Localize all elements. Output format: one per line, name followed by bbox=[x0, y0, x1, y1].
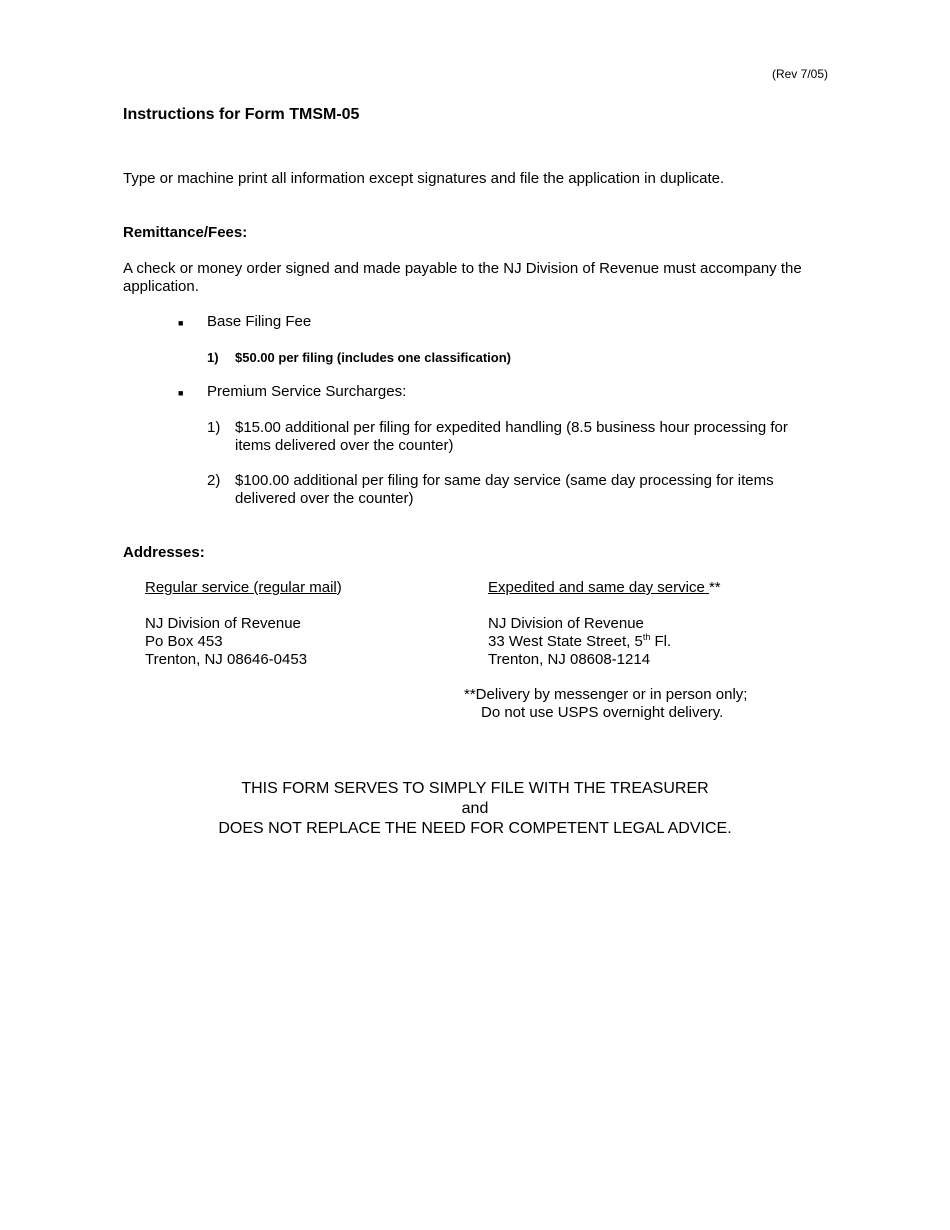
expedited-address-line2-pre: 33 West State Street, 5 bbox=[488, 633, 643, 650]
disclaimer-line2: and bbox=[461, 800, 489, 817]
expedited-address-line3: Trenton, NJ 08608-1214 bbox=[488, 651, 651, 668]
base-fee-label: Base Filing Fee bbox=[207, 313, 312, 330]
revision-label: (Rev 7/05) bbox=[771, 67, 828, 81]
intro-text: Type or machine print all information except signatures and file the application in duplicate. bbox=[123, 170, 725, 187]
bullet-square-icon: ■ bbox=[178, 388, 184, 398]
regular-service-heading-suffix: ) bbox=[336, 579, 342, 596]
expedited-service-heading-text: Expedited and same day service bbox=[488, 579, 709, 596]
remittance-heading: Remittance/Fees: bbox=[123, 224, 248, 241]
surcharge-item-number: 1) bbox=[207, 419, 221, 436]
surcharge-item-text: $100.00 additional per filing for same day service (same day processing for items delivered over the counter) bbox=[235, 472, 774, 507]
surcharges-label: Premium Service Surcharges: bbox=[207, 383, 407, 400]
disclaimer-line3: DOES NOT REPLACE THE NEED FOR COMPETENT LEGAL ADVICE. bbox=[218, 820, 732, 837]
base-fee-item-number: 1) bbox=[207, 350, 219, 365]
base-fee-item-text: $50.00 per filing (includes one classification) bbox=[235, 350, 511, 365]
remittance-text: A check or money order signed and made payable to the NJ Division of Revenue must accompany the application. bbox=[123, 260, 802, 295]
regular-service-heading bbox=[145, 579, 342, 597]
bullet-square-icon: ■ bbox=[178, 318, 184, 328]
regular-address-line2: Po Box 453 bbox=[145, 633, 223, 650]
expedited-address-line1: NJ Division of Revenue bbox=[488, 615, 644, 632]
delivery-note-line1: **Delivery by messenger or in person only; bbox=[464, 686, 748, 703]
regular-address-line3: Trenton, NJ 08646-0453 bbox=[145, 651, 308, 668]
addresses-heading: Addresses: bbox=[123, 544, 205, 561]
surcharge-item-number: 2) bbox=[207, 472, 221, 489]
regular-address-line1: NJ Division of Revenue bbox=[145, 615, 301, 632]
surcharge-item-text: $15.00 additional per filing for expedited handling (8.5 business hour processing for items delivered over the counter) bbox=[235, 419, 788, 454]
delivery-note-line2: Do not use USPS overnight delivery. bbox=[481, 704, 724, 721]
disclaimer-line1: THIS FORM SERVES TO SIMPLY FILE WITH THE TREASURER bbox=[241, 780, 709, 797]
expedited-address-line2-post: Fl. bbox=[650, 633, 672, 650]
page-title: Instructions for Form TMSM-05 bbox=[123, 106, 360, 123]
disclaimer bbox=[0, 779, 950, 839]
expedited-service-heading-suffix: ** bbox=[708, 579, 721, 596]
expedited-service-heading bbox=[488, 579, 721, 597]
expedited-address-line2-sup: th bbox=[642, 632, 651, 642]
regular-service-heading-text: Regular service (regular mail bbox=[145, 579, 337, 596]
expedited-address-line2 bbox=[488, 633, 671, 651]
